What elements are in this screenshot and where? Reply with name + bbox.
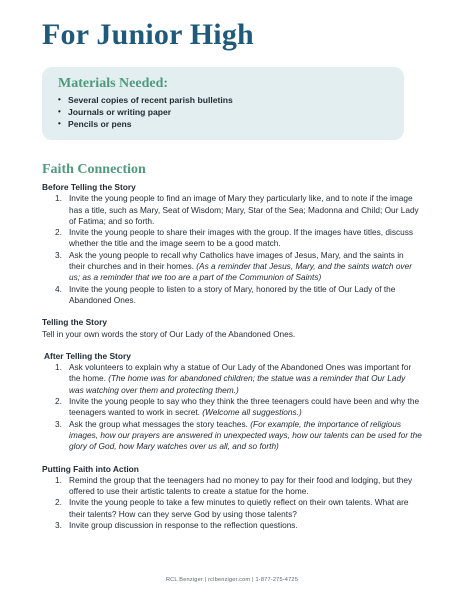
list-item: 1. Invite the young people to find an image of Mary they particularly like, and to note if the image has a title, such as Mary, Seat of Wisdom; Mary, Star of the Sea; Madonna and Child; Our Lady of Fatima; and so forth.: [55, 193, 419, 226]
after-heading: After Telling the Story: [44, 350, 131, 361]
telling-heading: Telling the Story: [42, 317, 107, 328]
list-item: 2. Invite the young people to say who they think the three teenagers could have been and why the teenagers wanted to work in secret. (Welcome all suggestions.): [55, 396, 420, 418]
bullet-icon: •: [58, 119, 61, 128]
faith-connection-heading: Faith Connection: [42, 162, 146, 177]
after-list: [42, 362, 422, 452]
list-item: 2. Invite the young people to share their images with the group. If the images have titles, discuss whether the title and the image seem to be a good match.: [55, 227, 414, 249]
list-item: 3. Invite group discussion in response to the reflection questions.: [55, 520, 298, 531]
list-item: 1. Ask volunteers to explain why a statue of Our Lady of the Abandoned Ones was important for the home. (The home was for abandoned children; the statue was a reminder that Our Lady was watching over them and protecting them.): [55, 362, 412, 395]
action-heading: Putting Faith into Action: [42, 463, 139, 474]
before-list: [42, 193, 422, 306]
materials-item: • Pencils or pens: [58, 119, 132, 129]
list-item: 1. Remind the group that the teenagers had no money to pay for their food and lodging, but they offered to use their artistic talents to create a statue for the home.: [55, 474, 413, 497]
page-footer: RCL Benziger | rclbenziger.com | 1-877-275-4725: [165, 577, 299, 583]
page-title: For Junior High: [42, 18, 254, 51]
telling-text: Tell in your own words the story of Our Lady of the Abandoned Ones.: [42, 328, 296, 339]
list-item: 4. Invite the young people to listen to a story of Mary, honored by the title of Our Lady of the Abandoned Ones.: [55, 283, 396, 305]
before-heading: Before Telling the Story: [42, 182, 136, 192]
faith-connection-content: [42, 182, 422, 531]
list-item: 2. Invite the young people to take a few minutes to quietly reflect on their own talents. What are their talents? How can they serve God by using those talents?: [55, 497, 409, 519]
materials-heading: Materials Needed:: [58, 76, 169, 91]
bullet-icon: •: [58, 95, 61, 104]
list-item: 3. Ask the group what messages the story teaches. (For example, the importance of religious images, how our prayers are answered in unexpected ways, how our talents can be used for the glory of God, how Mary watches over us all, and so forth): [55, 418, 422, 452]
materials-list: [58, 94, 404, 130]
bullet-icon: •: [58, 107, 61, 116]
list-item: 3. Ask the young people to recall why Catholics have images of Jesus, Mary, and the saints in their churches and in their homes. (As a reminder that Jesus, Mary, and the saints watch over us; as a reminder that we too are a part of the Communion of Saints): [55, 249, 412, 283]
materials-item: • Journals or writing paper: [58, 107, 172, 117]
materials-box: [42, 67, 404, 140]
action-list: [42, 475, 422, 531]
materials-item: • Several copies of recent parish bulletins: [58, 95, 233, 105]
